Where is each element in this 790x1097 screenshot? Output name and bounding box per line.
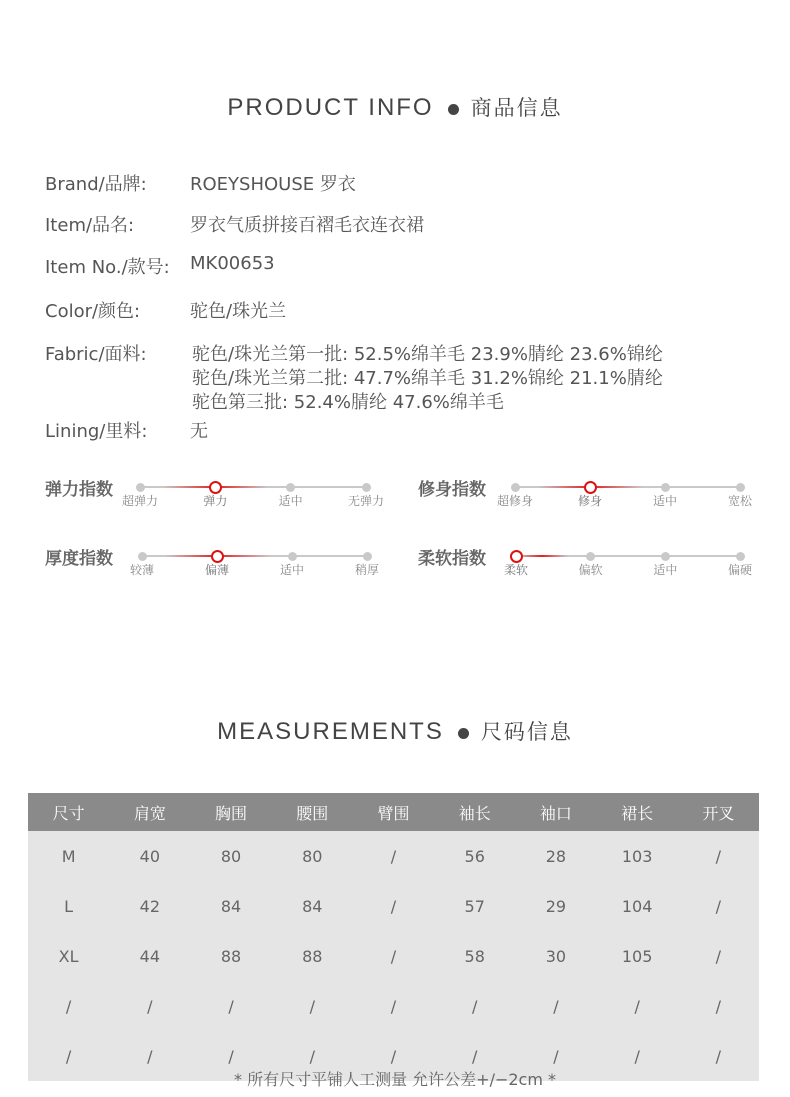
table-cell: 42: [109, 881, 190, 931]
table-cell: /: [353, 931, 434, 981]
table-cell: /: [353, 831, 434, 881]
measurements-table: [28, 793, 759, 1081]
table-header-cell: 肩宽: [109, 793, 190, 831]
table-header-cell: 腰围: [272, 793, 353, 831]
scale-option-label: 偏硬: [727, 563, 753, 577]
table-cell: /: [515, 981, 596, 1031]
table-cell: 105: [597, 931, 678, 981]
scale-option-label: 较薄: [129, 563, 155, 577]
table-cell: /: [678, 831, 759, 881]
table-cell: /: [353, 881, 434, 931]
lining-label: Lining/里料:: [45, 421, 148, 442]
color-label: Color/颜色:: [45, 301, 141, 322]
product-info-heading: [0, 92, 790, 122]
scale-option-label: 偏薄: [204, 563, 230, 577]
info-row-brand: [45, 170, 356, 196]
softness-index-title: 柔软指数: [418, 549, 486, 569]
info-row-item-no: [45, 253, 275, 279]
scale-option-label: 适中: [652, 494, 678, 508]
table-header-cell: 尺寸: [28, 793, 109, 831]
info-row-item: [45, 211, 424, 237]
table-cell: 88: [190, 931, 271, 981]
table-cell: 29: [515, 881, 596, 931]
table-cell: /: [678, 1031, 759, 1081]
table-cell: /: [109, 981, 190, 1031]
table-header-cell: 袖长: [434, 793, 515, 831]
table-cell: /: [597, 981, 678, 1031]
scale-option-label: 超弹力: [121, 494, 159, 508]
fabric-line: 驼色/珠光兰第二批: 47.7%绵羊毛 31.2%锦纶 21.1%腈纶: [192, 368, 663, 389]
table-cell: 104: [597, 881, 678, 931]
scale-dot: [736, 483, 745, 492]
item-value: 罗衣气质拼接百褶毛衣连衣裙: [190, 215, 424, 236]
scale-dot: [661, 483, 670, 492]
table-cell: /: [434, 1031, 515, 1081]
table-cell: 103: [597, 831, 678, 881]
table-row: [28, 831, 759, 881]
table-cell: /: [272, 981, 353, 1031]
title-bullet: [448, 104, 459, 115]
elasticity-index-title: 弹力指数: [45, 480, 113, 500]
table-row: [28, 931, 759, 981]
table-cell: M: [28, 831, 109, 881]
table-cell: /: [353, 1031, 434, 1081]
scale-option-label: 适中: [279, 563, 305, 577]
table-cell: /: [272, 1031, 353, 1081]
scale-option-label: 柔软: [503, 563, 529, 577]
table-cell: 88: [272, 931, 353, 981]
thickness-index-title: 厚度指数: [45, 549, 113, 569]
table-cell: 84: [272, 881, 353, 931]
scale-dot: [136, 483, 145, 492]
table-cell: XL: [28, 931, 109, 981]
fabric-label: Fabric/面料:: [45, 344, 147, 365]
table-header-row: [28, 793, 759, 831]
product-info-title-cn: 商品信息: [470, 96, 563, 120]
item-no-label: Item No./款号:: [45, 257, 170, 278]
scale-dot: [138, 552, 147, 561]
scale-option-label: 修身: [577, 494, 603, 508]
scale-option-label: 无弹力: [347, 494, 385, 508]
table-cell: 56: [434, 831, 515, 881]
table-header-cell: 袖口: [515, 793, 596, 831]
table-header-cell: 臂围: [353, 793, 434, 831]
measurements-heading: [0, 716, 790, 746]
table-cell: /: [678, 981, 759, 1031]
scale-option-label: 偏软: [578, 563, 603, 577]
measurements-title-cn: 尺码信息: [480, 720, 573, 744]
measurements-title-en: MEASUREMENTS: [217, 718, 444, 745]
scale-option-label: 弹力: [203, 494, 228, 508]
lining-value: 无: [190, 421, 208, 442]
table-header-cell: 裙长: [597, 793, 678, 831]
table-header-cell: 胸围: [190, 793, 271, 831]
scale-option-label: 超修身: [496, 494, 534, 508]
item-label: Item/品名:: [45, 215, 135, 236]
fabric-line: 驼色第三批: 52.4%腈纶 47.6%绵羊毛: [192, 392, 504, 413]
table-cell: /: [515, 1031, 596, 1081]
table-cell: 40: [109, 831, 190, 881]
table-cell: 57: [434, 881, 515, 931]
color-value: 驼色/珠光兰: [190, 301, 287, 322]
table-cell: 84: [190, 881, 271, 931]
scale-dot: [586, 552, 595, 561]
table-cell: 30: [515, 931, 596, 981]
table-row: [28, 981, 759, 1031]
table-cell: /: [678, 931, 759, 981]
scale-option-label: 适中: [653, 563, 678, 577]
info-row-color: [45, 297, 287, 323]
table-row: [28, 881, 759, 931]
table-cell: /: [28, 1031, 109, 1081]
table-cell: 80: [272, 831, 353, 881]
scale-dot: [363, 552, 372, 561]
table-cell: 28: [515, 831, 596, 881]
table-cell: L: [28, 881, 109, 931]
scale-option-label: 适中: [278, 494, 303, 508]
table-cell: /: [190, 1031, 271, 1081]
table-cell: 44: [109, 931, 190, 981]
fabric-line: 驼色/珠光兰第一批: 52.5%绵羊毛 23.9%腈纶 23.6%锦纶: [192, 344, 663, 365]
scale-dot: [286, 483, 295, 492]
scale-option-label: 宽松: [727, 494, 753, 508]
brand-label: Brand/品牌:: [45, 174, 147, 195]
info-row-fabric: [45, 340, 190, 366]
scale-highlight: [516, 555, 568, 557]
product-info-title-en: PRODUCT INFO: [227, 94, 434, 121]
table-cell: /: [109, 1031, 190, 1081]
scale-dot: [511, 483, 520, 492]
table-cell: 80: [190, 831, 271, 881]
item-no-value: MK00653: [190, 253, 275, 274]
title-bullet: [458, 728, 469, 739]
table-cell: /: [190, 981, 271, 1031]
table-cell: /: [678, 881, 759, 931]
table-cell: /: [434, 981, 515, 1031]
fit-index-title: 修身指数: [418, 480, 486, 500]
scale-option-label: 稍厚: [354, 563, 380, 577]
measurement-note: * 所有尺寸平铺人工测量 允许公差+/−2cm *: [233, 1070, 557, 1089]
table-cell: /: [28, 981, 109, 1031]
scale-dot: [362, 483, 371, 492]
table-cell: 58: [434, 931, 515, 981]
table-header-cell: 开叉: [678, 793, 759, 831]
table-cell: /: [353, 981, 434, 1031]
scale-dot: [736, 552, 745, 561]
table-cell: /: [597, 1031, 678, 1081]
brand-value: ROEYSHOUSE 罗衣: [190, 174, 356, 195]
info-row-lining: [45, 417, 208, 443]
scale-dot: [288, 552, 297, 561]
scale-dot: [661, 552, 670, 561]
